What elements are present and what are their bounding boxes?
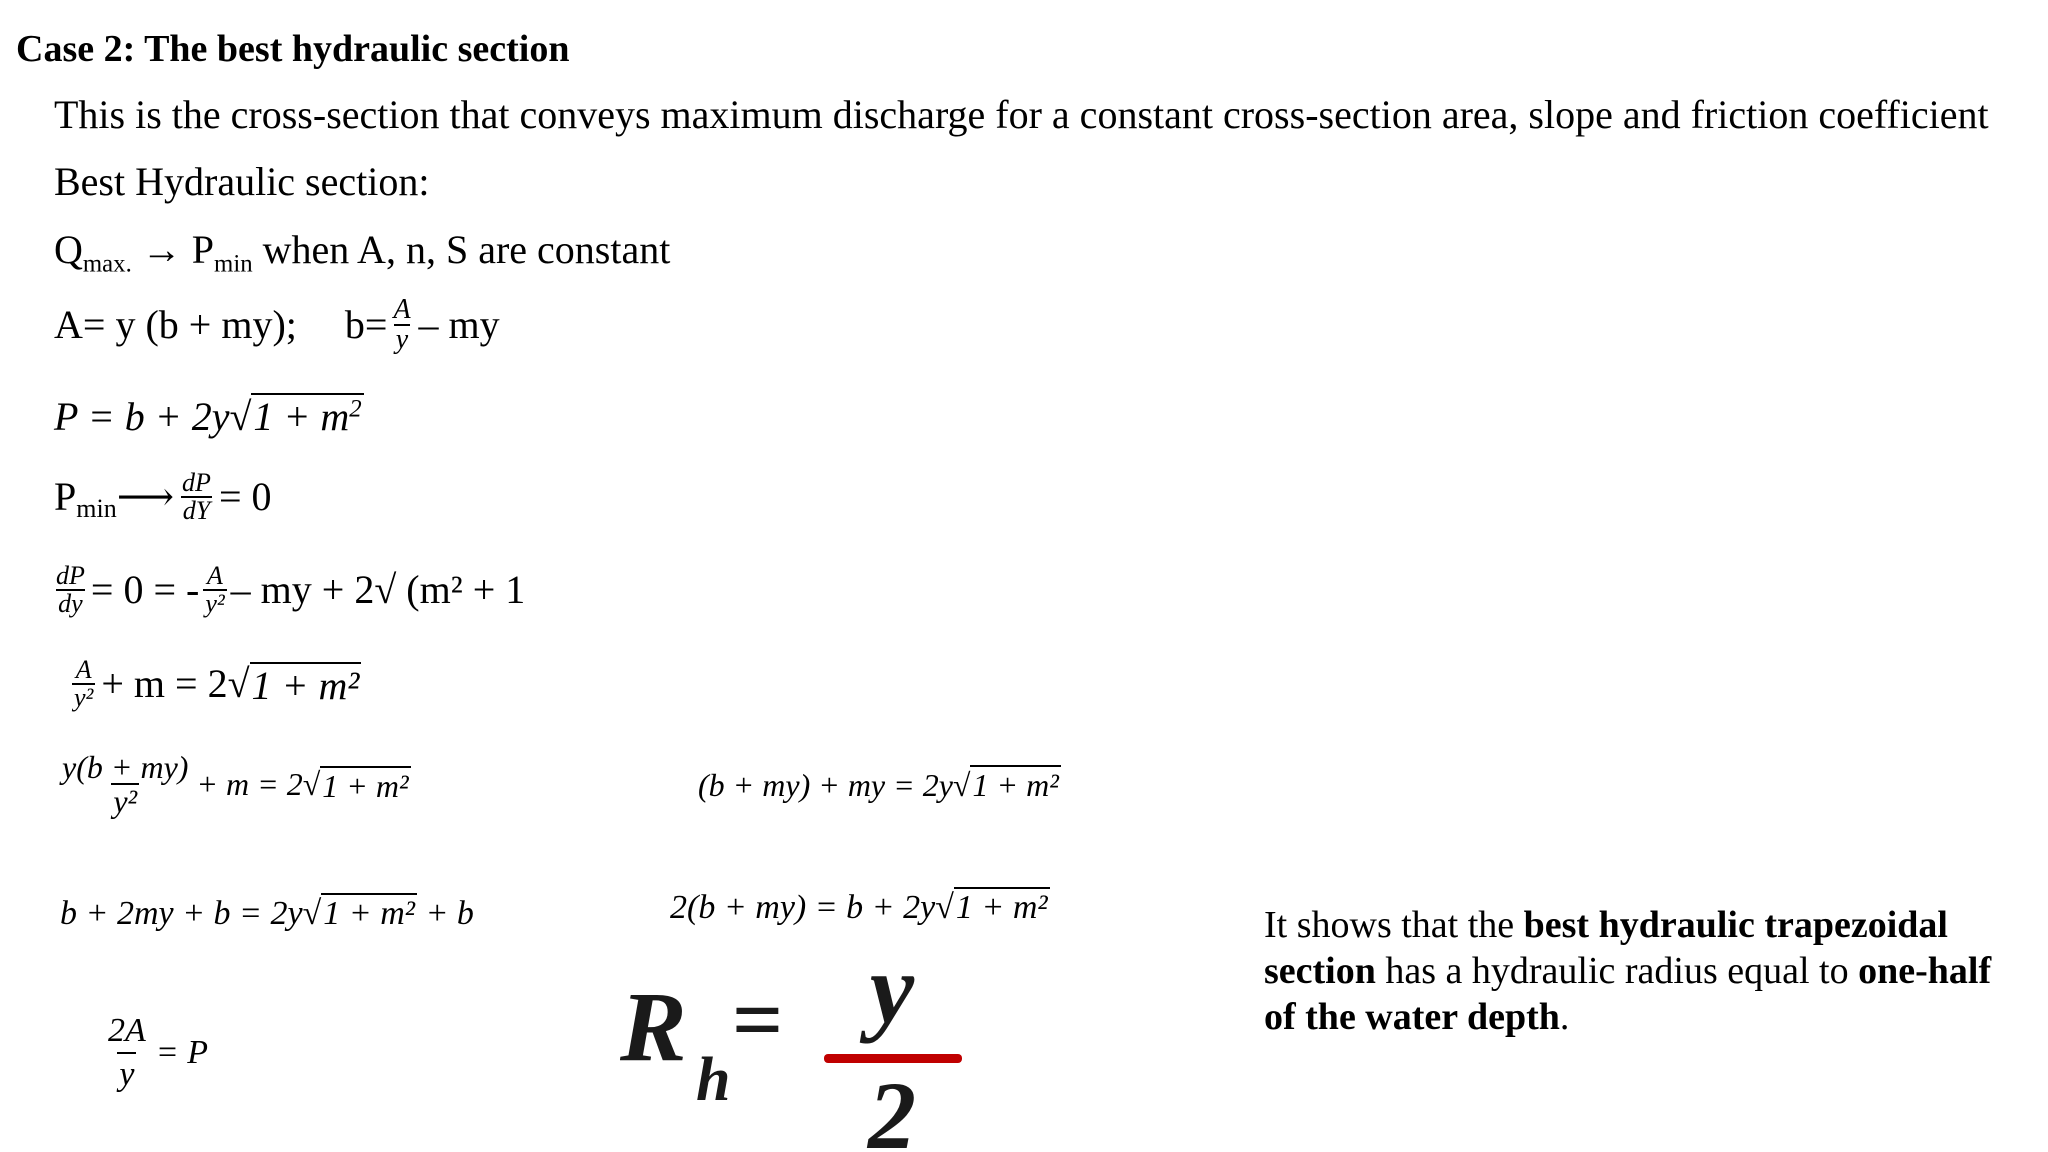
eq9-lhs: 2(b + my) = b + 2y [670,889,936,926]
eq10-fraction: $\frac{2A}{y}$ [108,1012,146,1093]
conclusion-bold-2: one-half of the water depth [1264,950,1992,1038]
pmin-symbol: P [54,474,77,519]
pmin-fraction: $\frac{dP}{dY}$ [182,468,211,525]
eq10-tail: = P [155,1034,208,1071]
eq5-mid: + m = 2√ [101,661,250,706]
equation-9: 2(b + my) = b + 2y√1 + m² [670,889,1048,926]
q-subscript: max. [82,250,132,278]
derivative-fraction-2: $\frac{A}{\text{y²}}$ [205,561,225,618]
eq6-fraction: $\frac{y(b + my)}{\text{y²}}$ [62,749,189,819]
conclusion-part-1: It shows that the [1264,904,1524,946]
area-tail: – my [418,302,500,347]
equation-10 [106,1014,208,1092]
area-lhs: A= y (b + my); [54,302,297,347]
condition-line [54,227,671,278]
equation-5 [72,657,361,711]
derivative-tail: – my + 2√ (m² + 1 [230,567,526,612]
eq7-radicand: 1 + m² [972,767,1059,803]
perimeter-lhs: P = b + 2y [54,394,230,439]
derivative-mid: = 0 = - [90,567,200,612]
eq7-lhs: (b + my) + my = 2y [698,767,953,803]
area-fraction: $\frac{A}{y}$ [393,294,411,355]
perimeter-exponent: 2 [349,395,362,423]
rh-h: h [696,1046,731,1114]
derivative-equation [54,563,525,617]
condition-text: when A, n, S are constant [262,227,671,272]
b-equals: b= [344,302,388,347]
derivative-fraction: $\frac{dP}{dy}$ [56,561,85,618]
equation-8: b + 2my + b = 2y√1 + m² + b [60,895,474,932]
eq8-tail: + b [416,895,474,932]
pmin-equation [54,470,272,524]
equation-7: (b + my) + my = 2y√1 + m² [698,767,1059,803]
rh-denominator: 2 [868,1062,916,1150]
eq8-radicand: 1 + m² [323,895,415,932]
eq6-radicand: 1 + m² [322,768,409,804]
conclusion-part-2: has a hydraulic radius equal to [1375,950,1859,992]
p-subscript: min [214,250,253,278]
conclusion-bold-1: best hydraulic trapezoidal section [1264,904,1948,992]
rh-equals: = [732,971,784,1070]
eq9-radicand: 1 + m² [955,889,1048,926]
eq5-radicand: 1 + m² [251,663,360,708]
perimeter-equation: $P = b + 2y√1 + m^2$ [54,394,362,439]
best-section-label: Best Hydraulic section: [54,159,430,204]
rh-r: R [620,971,687,1082]
pmin-arrow-icon: ⟶ [116,474,175,519]
q-symbol: Q [54,227,83,272]
pmin-subscript: min [76,494,117,523]
conclusion-part-3: . [1559,996,1570,1038]
arrow-icon: → [141,227,182,272]
intro-text: This is the cross-section that conveys maximum discharge for a constant cross-section area, slope and friction coefficient [54,92,1989,137]
conclusion-text [1264,902,2024,1040]
eq5-fraction: $\frac{A}{\text{y²}}$ [74,655,94,712]
pmin-tail: = 0 [218,474,272,519]
perimeter-radicand: 1 + m [253,394,350,439]
hydraulic-radius-formula [620,950,1020,1150]
eq6-mid: + m = 2 [196,766,303,802]
p-symbol: P [191,227,215,272]
eq8-lhs: b + 2my + b = 2y [60,895,303,932]
equation-6: $\frac{y(b + my)}{\text{y²}}$ + m = 2 √ 1 + m² [62,749,409,819]
rh-numerator: y [869,950,915,1044]
area-equation [54,296,500,354]
page-title: Case 2: The best hydraulic section [16,28,570,70]
